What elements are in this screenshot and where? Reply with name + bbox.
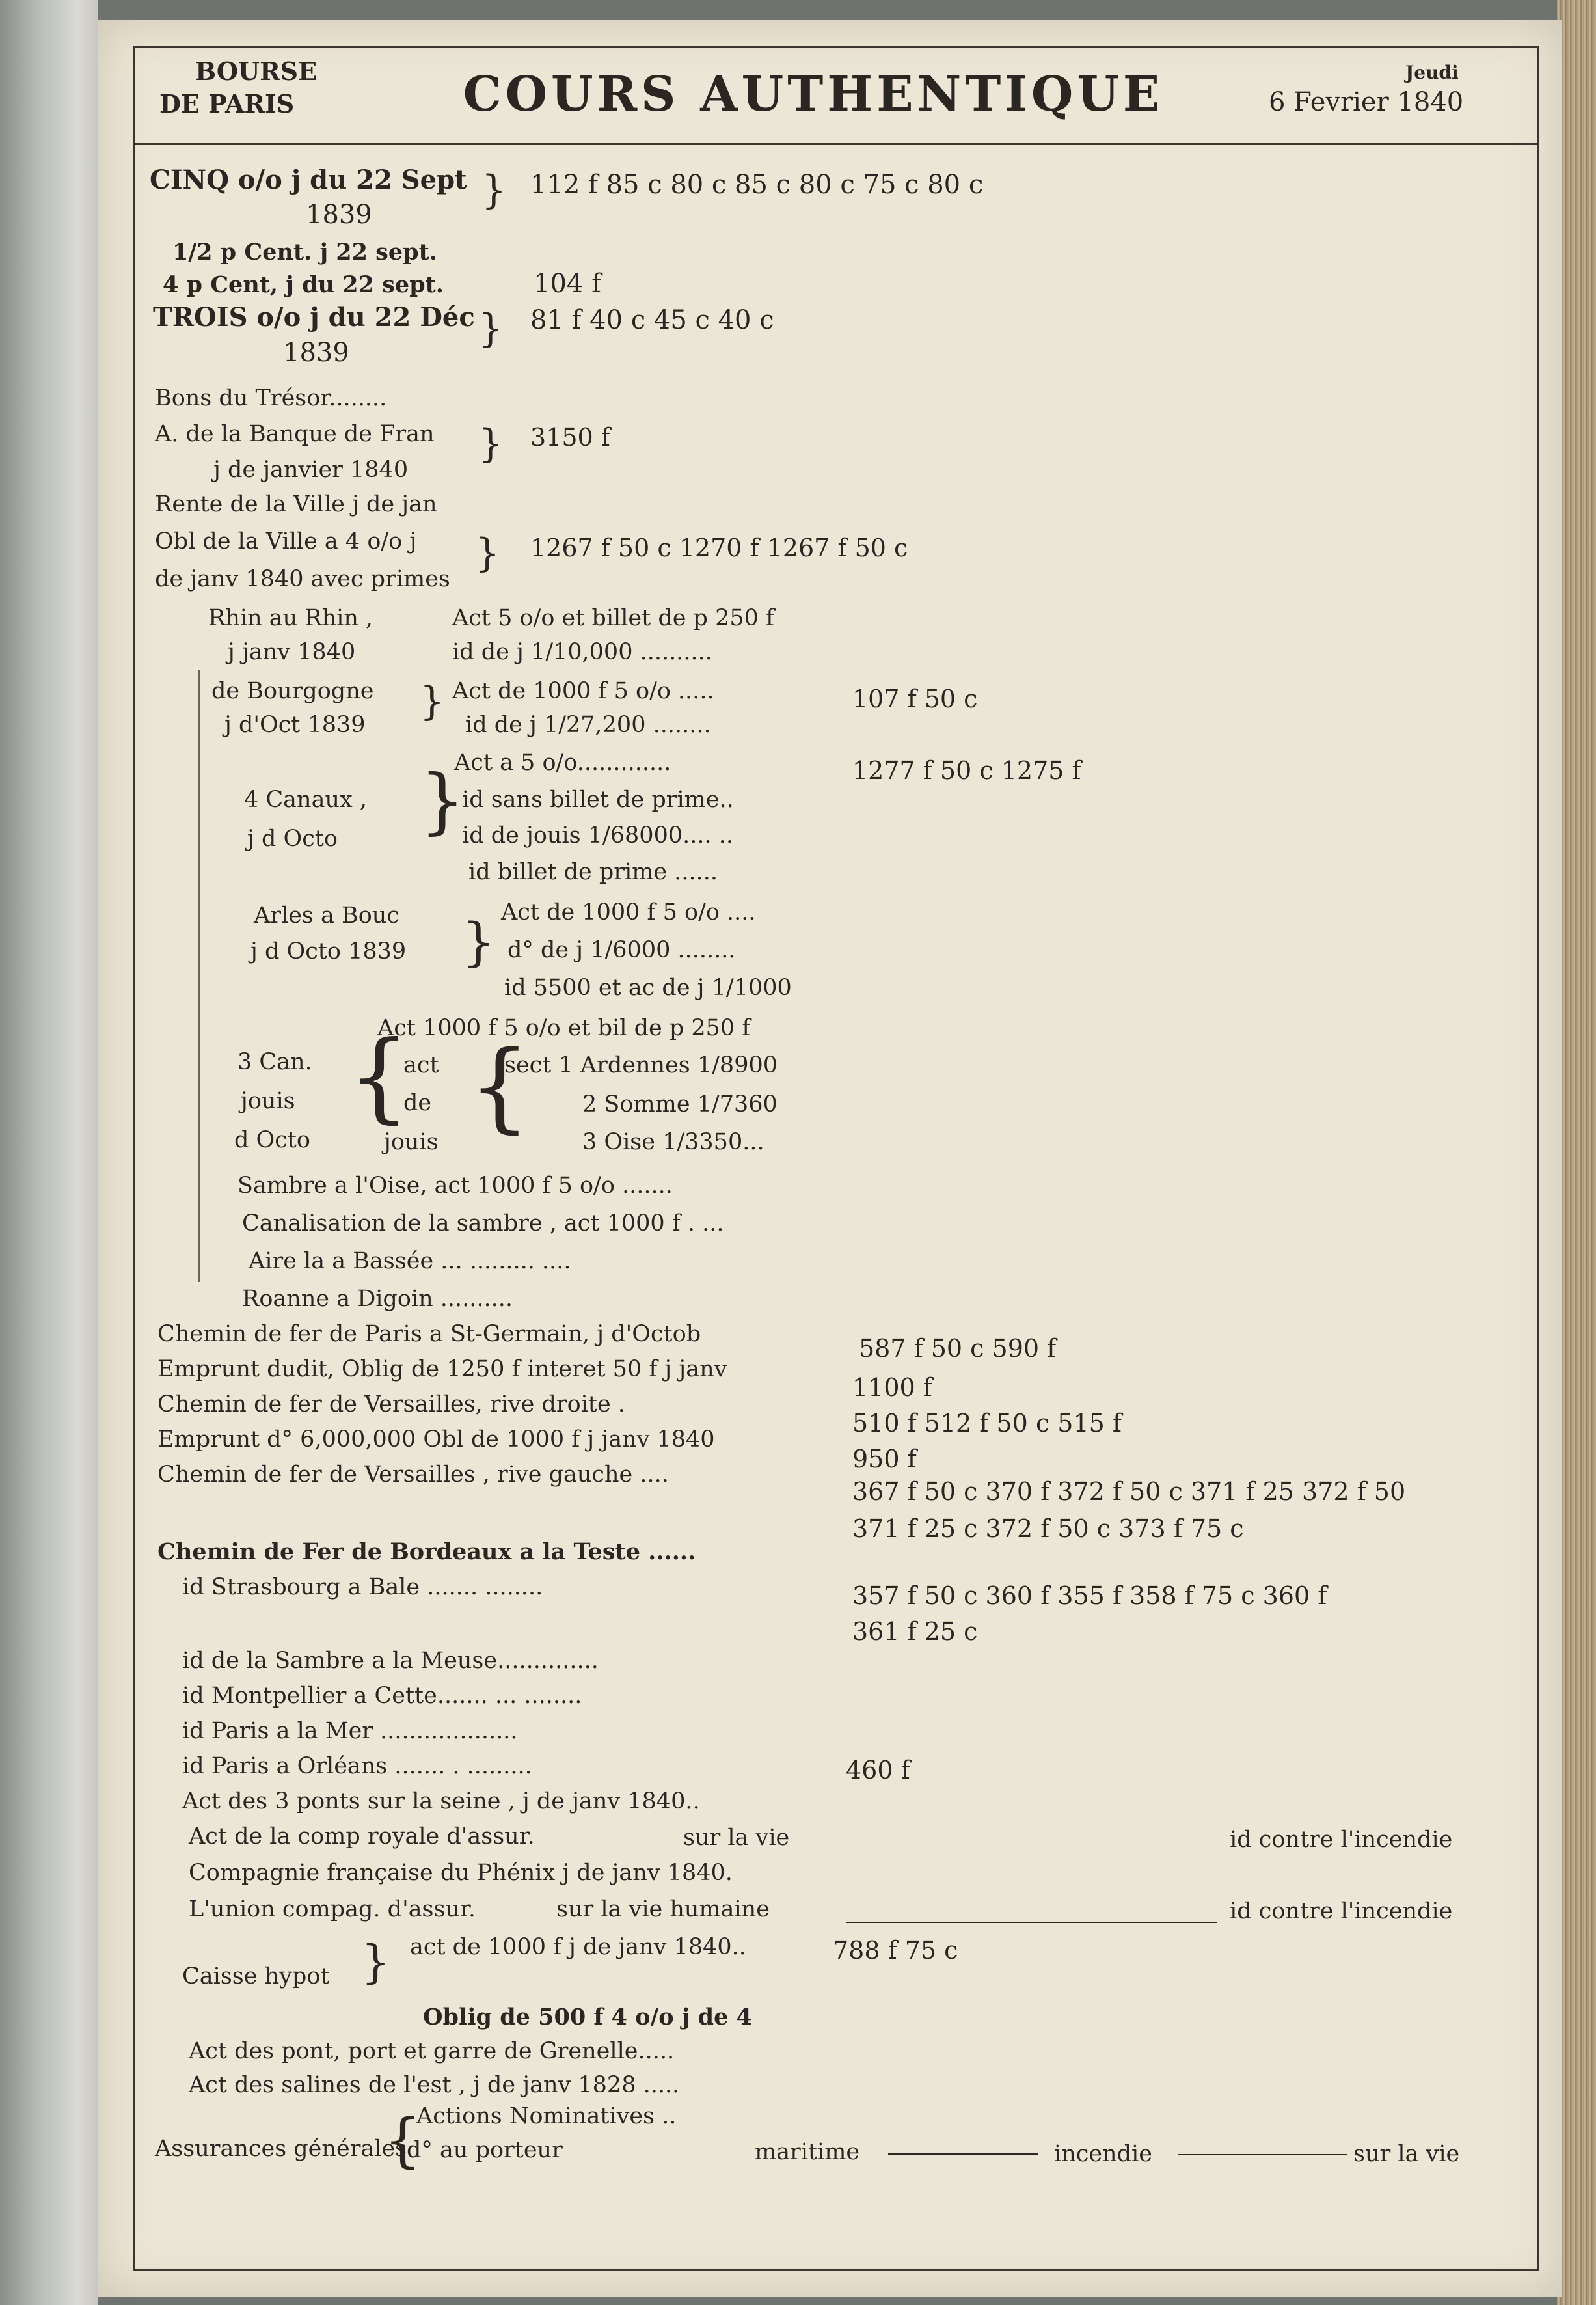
brace: { [468, 1030, 531, 1143]
row-sub: sect 1 Ardennes 1/8900 [504, 1052, 778, 1078]
row-sub: id de j 1/27,200 ........ [465, 712, 711, 738]
row-label: Emprunt dudit, Oblig de 1250 f interet 50 f j janv [157, 1356, 727, 1382]
row-prices: 788 f 75 c [833, 1936, 958, 1965]
row-label: Compagnie française du Phénix j de janv 1840. [189, 1860, 733, 1886]
row-sub: d° de j 1/6000 ........ [507, 937, 736, 963]
row-label: 4 Canaux , [244, 787, 367, 813]
page-edges [1557, 0, 1596, 2305]
row-label: Emprunt d° 6,000,000 Obl de 1000 f j janv 1840 [157, 1426, 715, 1453]
brace: } [475, 530, 500, 576]
row-label-sub: j d'Oct 1839 [224, 712, 366, 738]
row-label-sub: j janv 1840 [228, 639, 356, 665]
row-label-sub: 1839 [283, 338, 349, 368]
row-label: 3 Can. [237, 1049, 312, 1075]
row-sub: id de j 1/10,000 .......... [452, 639, 712, 665]
row-sub: id sans billet de prime.. [462, 787, 734, 813]
row-sub: 3 Oise 1/3350... [582, 1129, 764, 1155]
row-label: Bons du Trésor........ [155, 385, 387, 411]
row-right: id contre l'incendie [1230, 1827, 1453, 1853]
blank-rule [888, 2153, 1038, 2155]
row-label: Act des 3 ponts sur la seine , j de janv 1840.. [182, 1788, 700, 1814]
row-label: 4 p Cent, j du 22 sept. [163, 271, 444, 298]
row-prices: 3150 f [530, 423, 610, 452]
book-binding [0, 0, 98, 2305]
row-label: TROIS o/o j du 22 Déc [153, 302, 475, 333]
row-sub: d° au porteur [407, 2137, 563, 2163]
row-label: id Strasbourg a Bale ....... ........ [182, 1574, 543, 1600]
row-sub: 2 Somme 1/7360 [582, 1091, 778, 1117]
row-prices: 460 f [846, 1756, 910, 1784]
row-label: Canalisation de la sambre , act 1000 f . ... [242, 1210, 724, 1236]
row-prices: 510 f 512 f 50 c 515 f [852, 1409, 1122, 1438]
row-label: Rente de la Ville j de jan [155, 491, 437, 517]
row-col: maritime [755, 2139, 860, 2165]
row-label: id Montpellier a Cette....... ... ........ [182, 1683, 582, 1709]
row-label: Act des salines de l'est , j de janv 1828 ..... [189, 2072, 680, 2098]
brace: } [420, 759, 465, 842]
blank-rule [1178, 2154, 1347, 2155]
row-label-sub: jouis [241, 1088, 295, 1114]
row-label: Roanne a Digoin .......... [242, 1286, 513, 1312]
row-label: Caisse hypot [182, 1963, 330, 1989]
row-label-sub: j d Octo 1839 [250, 938, 407, 964]
row-sub: id billet de prime ...... [468, 859, 718, 885]
row-prices: 112 f 85 c 80 c 85 c 80 c 75 c 80 c [530, 170, 984, 200]
row-sub: Actions Nominatives .. [416, 2103, 677, 2129]
row-prices: 81 f 40 c 45 c 40 c [530, 305, 774, 335]
row-label: Assurances générales [155, 2136, 407, 2162]
row-label-sub: j de janvier 1840 [213, 457, 409, 483]
row-label: id Paris a Orléans ....... . ......... [182, 1753, 532, 1779]
row-right: id contre l'incendie [1230, 1898, 1453, 1924]
brace: } [481, 167, 507, 213]
brace: } [462, 912, 495, 972]
row-label: Oblig de 500 f 4 o/o j de 4 [423, 2004, 752, 2030]
brace: } [420, 679, 445, 724]
row-col: sur la vie [1353, 2141, 1460, 2167]
row-mid: act [403, 1052, 439, 1078]
row-mid: jouis [384, 1129, 439, 1155]
row-sub: id 5500 et ac de j 1/1000 [504, 975, 792, 1001]
row-label: Chemin de fer de Paris a St-Germain, j d'Octob [157, 1321, 701, 1347]
row-sub: Act de 1000 f 5 o/o .... [501, 899, 756, 925]
brace: } [361, 1935, 390, 1989]
ledger-page [98, 20, 1562, 2297]
row-prices-cont: 371 f 25 c 372 f 50 c 373 f 75 c [852, 1514, 1244, 1543]
row-label-sub: j d Octo [247, 826, 338, 852]
row-mid: sur la vie [683, 1825, 790, 1851]
row-label: Chemin de Fer de Bordeaux a la Teste ...... [157, 1538, 696, 1565]
row-sub: Act 1000 f 5 o/o et bil de p 250 f [377, 1015, 751, 1041]
row-sub: Act a 5 o/o............. [454, 750, 671, 776]
row-prices: 357 f 50 c 360 f 355 f 358 f 75 c 360 f [852, 1581, 1327, 1610]
row-sub: act de 1000 f j de janv 1840.. [410, 1934, 746, 1960]
row-prices: 104 f [534, 269, 601, 299]
row-sub: Act 5 o/o et billet de p 250 f [452, 605, 774, 631]
brace: { [348, 1020, 411, 1134]
page-title: COURS AUTHENTIQUE [463, 66, 1164, 122]
row-prices: 1277 f 50 c 1275 f [852, 756, 1081, 785]
row-mid: sur la vie humaine [556, 1896, 770, 1922]
row-label: A. de la Banque de Fran [155, 421, 435, 447]
row-label: Act de la comp royale d'assur. [189, 1823, 535, 1849]
row-label: Act des pont, port et garre de Grenelle..... [189, 2038, 675, 2064]
header-de-paris: DE PARIS [159, 89, 295, 118]
row-label: id de la Sambre a la Meuse.............. [182, 1648, 599, 1674]
row-col: incendie [1054, 2141, 1152, 2167]
row-prices: 950 f [852, 1445, 917, 1473]
row-label: Arles a Bouc [254, 903, 399, 929]
row-prices: 1267 f 50 c 1270 f 1267 f 50 c [530, 534, 908, 562]
row-label-sub: 1839 [306, 200, 372, 230]
row-label: id Paris a la Mer ................... [182, 1718, 518, 1744]
row-label: L'union compag. d'assur. [189, 1896, 476, 1922]
row-prices: 1100 f [852, 1373, 932, 1402]
brace: } [478, 306, 504, 351]
row-prices-cont: 361 f 25 c [852, 1617, 978, 1646]
row-mid: de [403, 1090, 432, 1116]
row-label: Obl de la Ville a 4 o/o j [155, 528, 417, 554]
canal-group-line [198, 670, 200, 1282]
row-label: Sambre a l'Oise, act 1000 f 5 o/o ....... [237, 1173, 673, 1199]
row-prices: 587 f 50 c 590 f [859, 1334, 1057, 1363]
header-bourse: BOURSE [195, 57, 318, 86]
row-prices: 367 f 50 c 370 f 372 f 50 c 371 f 25 372 f 50 [852, 1477, 1406, 1506]
blank-rule [846, 1922, 1217, 1923]
row-label: Chemin de fer de Versailles, rive droite . [157, 1391, 625, 1417]
brace: { [384, 2107, 422, 2175]
row-label: Aire la a Bassée ... ......... .... [249, 1248, 571, 1274]
row-prices: 107 f 50 c [852, 685, 978, 713]
row-sub: Act de 1000 f 5 o/o ..... [452, 678, 714, 704]
row-label-sub: de janv 1840 avec primes [155, 566, 450, 592]
header-date: 6 Fevrier 1840 [1269, 87, 1464, 117]
row-label: de Bourgogne [211, 678, 374, 704]
row-sub: id de jouis 1/68000.... .. [462, 823, 733, 849]
header-rule [133, 143, 1539, 145]
row-label: CINQ o/o j du 22 Sept [150, 165, 467, 195]
row-label: Chemin de fer de Versailles , rive gauche .... [157, 1462, 669, 1488]
row-label-sub: d Octo [234, 1127, 310, 1153]
header-day: Jeudi [1405, 62, 1459, 83]
brace: } [478, 421, 504, 467]
row-label: 1/2 p Cent. j 22 sept. [172, 239, 437, 266]
row-label: Rhin au Rhin , [208, 605, 373, 631]
